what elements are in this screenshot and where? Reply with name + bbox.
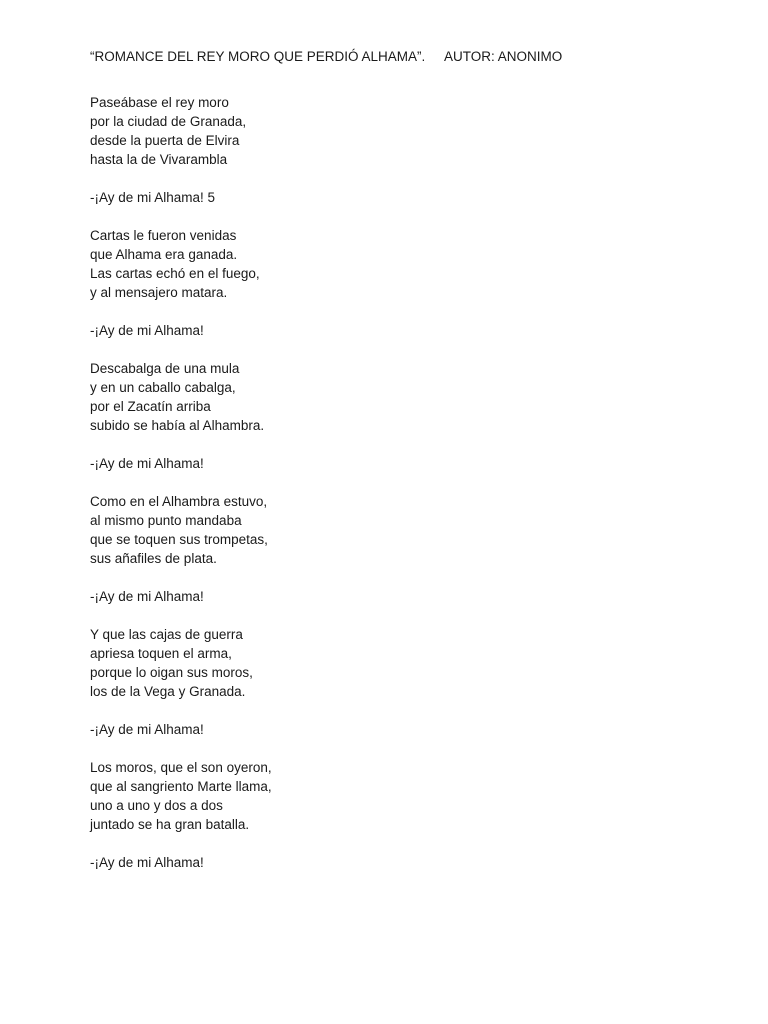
poem-line: Cartas le fueron venidas: [90, 228, 237, 243]
poem-line: -¡Ay de mi Alhama!: [90, 855, 204, 870]
poem-author: AUTOR: ANONIMO: [444, 49, 563, 64]
poem-line: Las cartas echó en el fuego,: [90, 266, 260, 281]
poem-line: que Alhama era ganada.: [90, 247, 238, 262]
poem-line: -¡Ay de mi Alhama! 5: [90, 190, 216, 205]
poem-stanza: [90, 359, 490, 435]
poem-line: Los moros, que el son oyeron,: [90, 760, 272, 775]
poem-stanza: [90, 226, 490, 302]
poem-line: apriesa toquen el arma,: [90, 646, 232, 661]
poem-line: Descabalga de una mula: [90, 361, 240, 376]
document-header: [90, 47, 690, 67]
poem-line: por la ciudad de Granada,: [90, 114, 247, 129]
poem-line: Y que las cajas de guerra: [90, 627, 243, 642]
poem-body: [90, 93, 490, 891]
poem-line: -¡Ay de mi Alhama!: [90, 722, 204, 737]
poem-line: uno a uno y dos a dos: [90, 798, 223, 813]
poem-line: que al sangriento Marte llama,: [90, 779, 272, 794]
poem-stanza: [90, 93, 490, 169]
poem-line: y en un caballo cabalga,: [90, 380, 236, 395]
poem-line: al mismo punto mandaba: [90, 513, 242, 528]
poem-line: y al mensajero matara.: [90, 285, 228, 300]
poem-line: Paseábase el rey moro: [90, 95, 229, 110]
poem-line: Como en el Alhambra estuvo,: [90, 494, 268, 509]
refrain-stanza: [90, 720, 490, 739]
poem-line: que se toquen sus trompetas,: [90, 532, 268, 547]
poem-line: sus añafiles de plata.: [90, 551, 217, 566]
poem-line: subido se había al Alhambra.: [90, 418, 265, 433]
poem-line: porque lo oigan sus moros,: [90, 665, 253, 680]
poem-line: -¡Ay de mi Alhama!: [90, 456, 204, 471]
poem-stanza: [90, 625, 490, 701]
poem-title: “ROMANCE DEL REY MORO QUE PERDIÓ ALHAMA”.: [90, 49, 426, 64]
refrain-stanza: [90, 321, 490, 340]
refrain-stanza: [90, 587, 490, 606]
poem-line: -¡Ay de mi Alhama!: [90, 323, 204, 338]
refrain-stanza: [90, 853, 490, 872]
refrain-stanza: [90, 188, 490, 207]
poem-stanza: [90, 492, 490, 568]
poem-line: hasta la de Vivarambla: [90, 152, 228, 167]
poem-line: los de la Vega y Granada.: [90, 684, 246, 699]
poem-line: por el Zacatín arriba: [90, 399, 211, 414]
poem-line: -¡Ay de mi Alhama!: [90, 589, 204, 604]
refrain-stanza: [90, 454, 490, 473]
poem-line: desde la puerta de Elvira: [90, 133, 240, 148]
poem-stanza: [90, 758, 490, 834]
poem-line: juntado se ha gran batalla.: [90, 817, 250, 832]
